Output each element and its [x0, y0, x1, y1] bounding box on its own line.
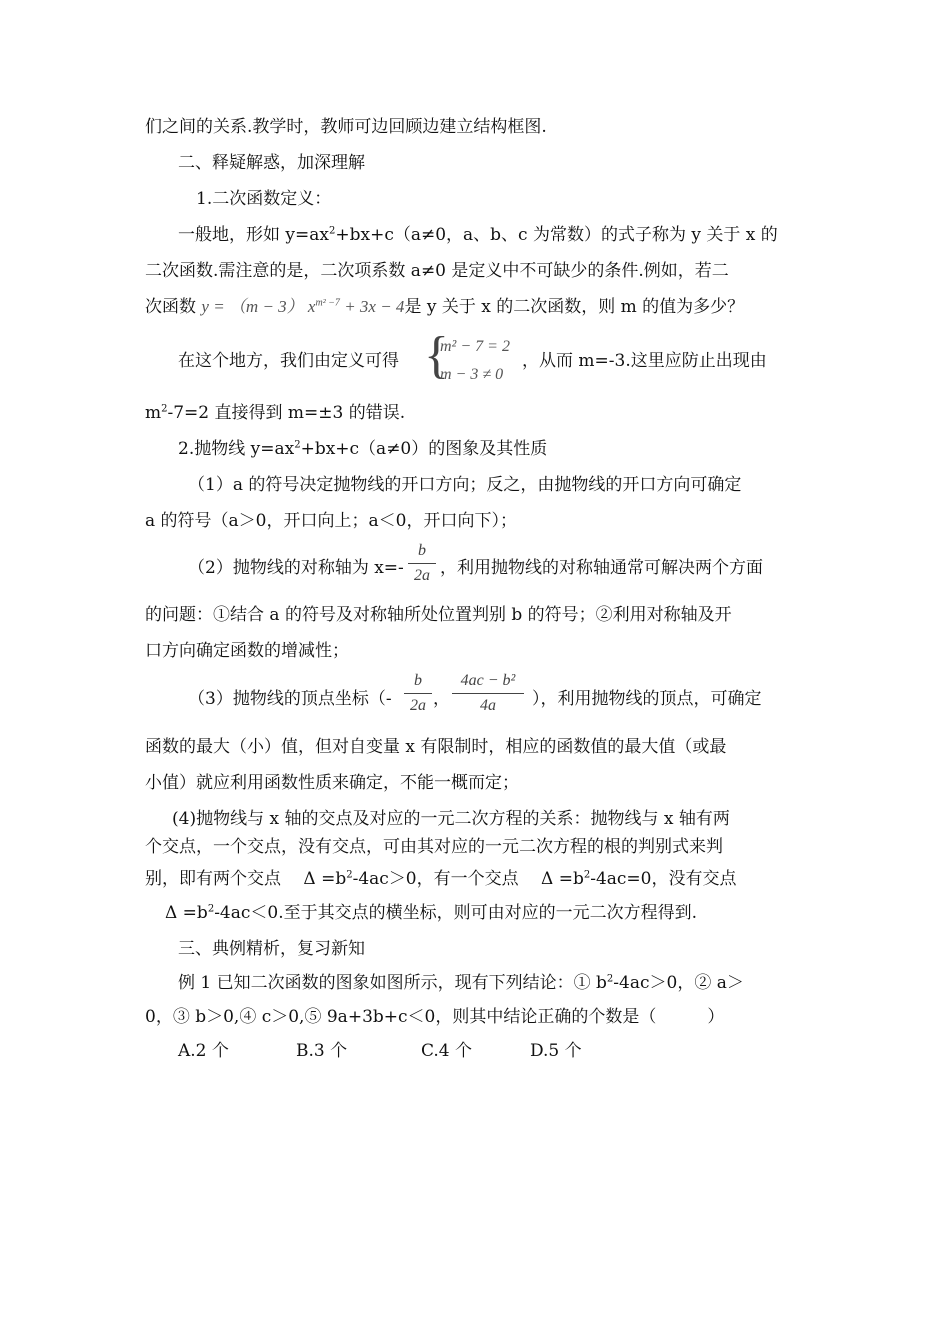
section-heading: 三、典例精析，复习新知 — [178, 939, 365, 959]
property-line-tail: ），利用抛物线的顶点，可确定 — [532, 689, 762, 709]
definition-line: 二次函数.需注意的是，二次项系数 a≠0 是定义中不可缺少的条件.例如，若二 — [145, 261, 729, 281]
equation: m − 3 ≠ 0 — [440, 366, 504, 383]
item-heading: 1.二次函数定义： — [196, 189, 332, 209]
comma: ， — [433, 689, 450, 709]
property-line: 个交点，一个交点，没有交点，可由其对应的一元二次方程的根的判别式来判 — [145, 837, 723, 857]
fraction: b 2a — [408, 540, 436, 587]
definition-line: 次函数 y = （m − 3） $x^{m^2 -7} + 3x - 4$是 y 关于 x 的二次函数，则 m 的值为多少？ — [145, 297, 745, 317]
property-line: $\Delta =b^2-4ac<0$.至于其交点的横坐标，则可由对应的一元二次方程得到. — [165, 903, 698, 923]
fraction: b 2a — [404, 670, 432, 717]
property-line: a 的符号（a＞0，开口向上；a＜0，开口向下）； — [145, 511, 517, 531]
system-line: 在这个地方，我们由定义可得 — [178, 351, 399, 371]
property-line: 函数的最大（小）值，但对自变量 x 有限制时，相应的函数值的最大值（或最 — [145, 737, 727, 757]
property-line: 小值）就应利用函数性质来确定，不能一概而定； — [145, 773, 519, 793]
section-heading: 二、释疑解惑，加深理解 — [178, 153, 365, 173]
property-line: （3）抛物线的顶点坐标（- — [188, 689, 392, 709]
fraction: 4ac − b² 4a — [452, 670, 524, 717]
property-line: 别，即有两个交点 $\Delta =b^2-4ac>0$，有一个交点 $\Delta =b^2-4ac=0$，没有交点 — [145, 869, 737, 889]
property-line: 的问题：①结合 a 的符号及对称轴所处位置判别 b 的符号；②利用对称轴及开 — [145, 605, 732, 625]
property-line: (4)抛物线与 x 轴的交点及对应的一元二次方程的关系：抛物线与 x 轴有两 — [172, 809, 730, 829]
definition-line: 一般地，形如 $y=ax^2+bx+c(a\ne 0$，a、b、c 为常数）的式子称为 y 关于 x 的 — [178, 225, 778, 245]
item-heading: 2.抛物线 $y=ax^2+bx+c(a\ne 0)$的图象及其性质 — [178, 439, 548, 459]
equation: m² − 7 = 2 — [440, 338, 510, 355]
property-line: （1）a 的符号决定抛物线的开口方向；反之，由抛物线的开口方向可确定 — [188, 475, 742, 495]
example-line: 0，③ b＞0,④ c＞0,⑤ 9a+3b+c＜0，则其中结论正确的个数是（ ） — [145, 1007, 725, 1027]
paragraph-line: $m^2-7=2$ 直接得到 m=±3 的错误. — [145, 403, 406, 423]
brace-icon: { — [424, 327, 449, 384]
option-b: B.3 个 — [296, 1041, 348, 1061]
property-line: 口方向确定函数的增减性； — [145, 641, 349, 661]
option-a: A.2 个 — [178, 1041, 229, 1061]
paragraph-line: 们之间的关系.教学时，教师可边回顾边建立结构框图. — [145, 117, 547, 137]
option-c: C.4 个 — [421, 1041, 473, 1061]
system-line-tail: ，从而 m=-3.这里应防止出现由 — [522, 351, 767, 371]
property-line: （2）抛物线的对称轴为 x=- — [188, 558, 404, 578]
option-d: D.5 个 — [530, 1041, 582, 1061]
example-line: 例 1 已知二次函数的图象如图所示，现有下列结论：① $b^2-4ac>0$，② a＞ — [178, 973, 744, 993]
property-line-tail: ，利用抛物线的对称轴通常可解决两个方面 — [440, 558, 763, 578]
function-formula: y = （m − 3） $x^{m^2 -7} + 3x - 4$ — [201, 297, 405, 316]
